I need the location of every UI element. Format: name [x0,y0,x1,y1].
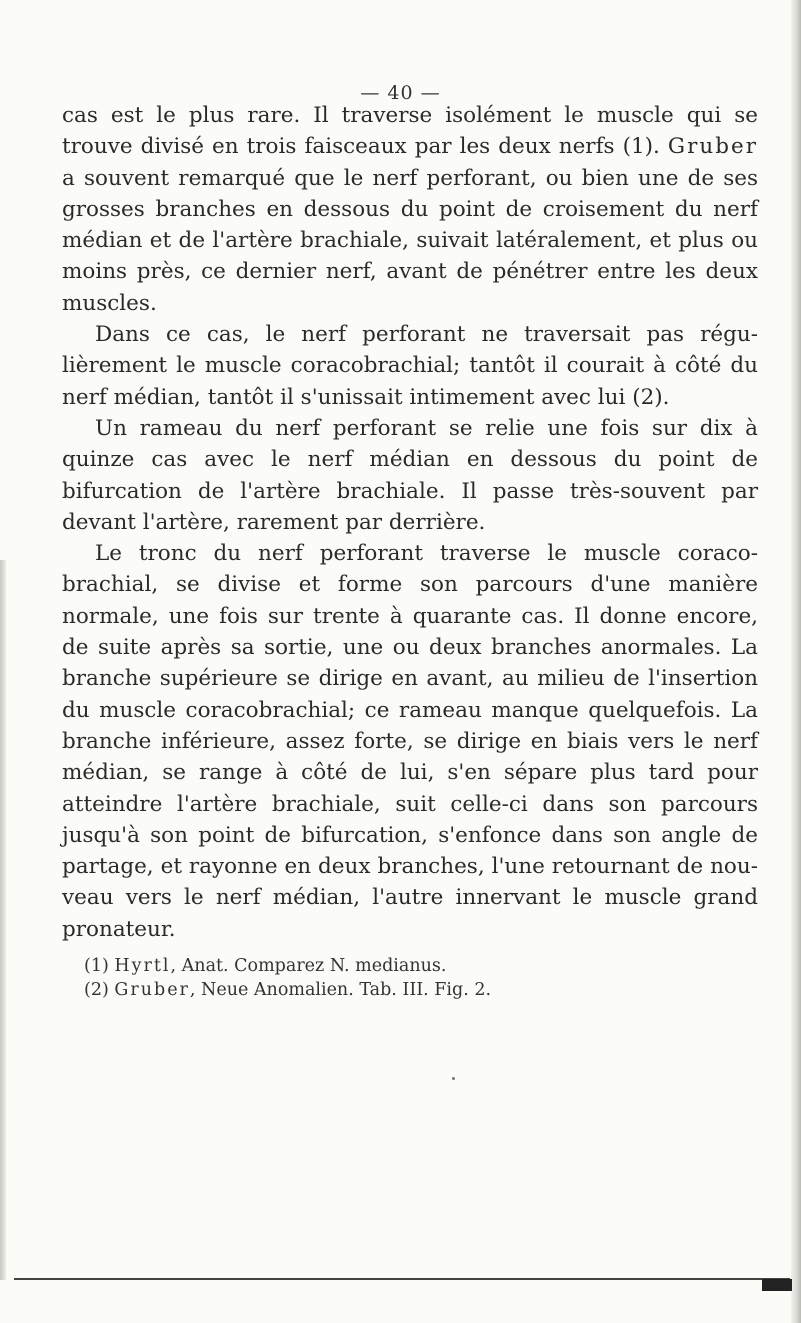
paragraph [62,100,758,319]
body-text [62,100,758,945]
paragraph [62,319,758,413]
paragraph-text: Dans ce cas, le nerf perforant ne traversait pas régulièrement le muscle coracobrachial; tantôt il courait à côté du nerf médian, tantôt il s'unissait intimement avec lui (2). [62,322,758,410]
ink-speck [452,1077,455,1080]
footnote-text: , Anat. Comparez N. medianus. [170,956,447,976]
paragraph-text: cas est le plus rare. Il traverse isolément le muscle qui se trouve divisé en trois faisceaux par les deux nerfs (1). [62,103,758,160]
footnote-number: (2) [84,980,109,1000]
paragraph [62,538,758,945]
paragraph [62,413,758,538]
footnote-author: Gruber [114,980,190,1000]
footnote [84,954,764,978]
footnote-text: , Neue Anomalien. Tab. III. Fig. 2. [189,980,492,1000]
author-name: Gruber [667,134,758,160]
page-number-header: — 40 — [360,82,441,104]
footnote-author: Hyrtl [114,956,171,976]
bottom-page-edge [14,1278,790,1280]
paragraph-text: a souvent remarqué que le nerf perforant, ou bien une de ses grosses branches en dessous du point de croisement du nerf médian et de l'artère brachiale, suivait latéralement, et plus ou moins près, ce dernier nerf, avant de pénétrer entre les deux muscles. [62,165,758,316]
bottom-corner-mark [762,1279,792,1291]
footnote [84,978,764,1002]
footnote-number: (1) [84,956,109,976]
paragraph-text: Le tronc du nerf perforant traverse le muscle coracobrachial, se divise et forme son parcours d'une manière normale, une fois sur trente à quarante cas. Il donne encore, de suite après sa sortie, une ou deux branches anormales. La branche supérieure se dirige en avant, au milieu de l'insertion du muscle coracobrachial; ce rameau manque quelquefois. La branche inférieure, assez forte, se dirige en biais vers le nerf médian, se range à côté de lui, s'en sépare plus tard pour atteindre l'artère brachiale, suit celle-ci dans son parcours jusqu'à son point de bifurcation, s'enfonce dans son angle de partage, et rayonne en deux branches, l'une retournant de nouveau vers le nerf médian, l'autre innervant le muscle grand pronateur. [62,541,758,942]
page-shadow-left [0,560,6,1280]
paragraph-text: Un rameau du nerf perforant se relie une fois sur dix à quinze cas avec le nerf médian en dessous du point de bifurcation de l'artère brachiale. Il passe très-souvent par devant l'artère, rarement par derrière. [62,415,758,535]
page-shadow-right [791,0,801,1323]
footnotes [84,954,764,1002]
